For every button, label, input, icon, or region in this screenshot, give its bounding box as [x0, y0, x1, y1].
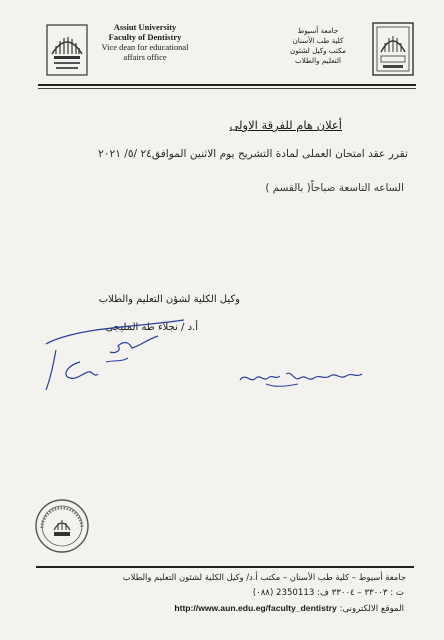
- office-line2-ar: التعليم والطلاب: [294, 56, 342, 65]
- announcement-line1: تقرر عقد امتحان العملى لمادة التشريح يوم الاثنين الموافق٢٤ /٥/ ٢٠٢١: [98, 148, 408, 160]
- footer-divider: [36, 566, 414, 568]
- signature-title: وكيل الكلية لشؤن التعليم والطلاب: [98, 294, 240, 305]
- office-line1-ar: مكتب وكيل لشئون: [290, 46, 346, 55]
- announcement-line2: الساعه التاسعة صباحاً( بالقسم ): [265, 182, 404, 194]
- website-label: الموقع الالكترونى:: [339, 604, 404, 614]
- signature-name: أ.د / نجلاء طه المليجى: [105, 322, 198, 333]
- footer-website: [174, 603, 404, 614]
- university-name-en: Assiut University: [113, 22, 177, 32]
- website-url[interactable]: http://www.aun.edu.eg/faculty_dentistry: [174, 603, 337, 613]
- arabic-header: [268, 26, 368, 66]
- english-header: [80, 22, 210, 62]
- university-name-ar: جامعة أسيوط: [297, 26, 339, 35]
- faculty-logo-icon: [372, 22, 414, 76]
- handwritten-note: [236, 360, 366, 394]
- header-divider: [38, 84, 416, 86]
- handwritten-signature: [36, 300, 186, 392]
- footer-address: جامعة أسيوط – كلية طب الأسنان – مكتب أ.د/ وكيل الكلية لشئون التعليم والطلاب: [122, 572, 406, 582]
- faculty-name-en: Faculty of Dentistry: [108, 32, 182, 42]
- office-line2-en: affairs office: [123, 52, 167, 62]
- official-stamp-icon: [34, 498, 90, 554]
- footer-phone: ت : ٣٣٠٠٣ – ٣٣٠٠٤ ف: 2350113 (٠٨٨): [252, 588, 404, 598]
- office-line1-en: Vice dean for educational: [101, 42, 189, 52]
- faculty-name-ar: كلية طب الأسنان: [292, 36, 344, 45]
- announcement-title: أعلان هام للفرقة الاولى: [229, 118, 342, 132]
- header-divider-thin: [38, 88, 416, 89]
